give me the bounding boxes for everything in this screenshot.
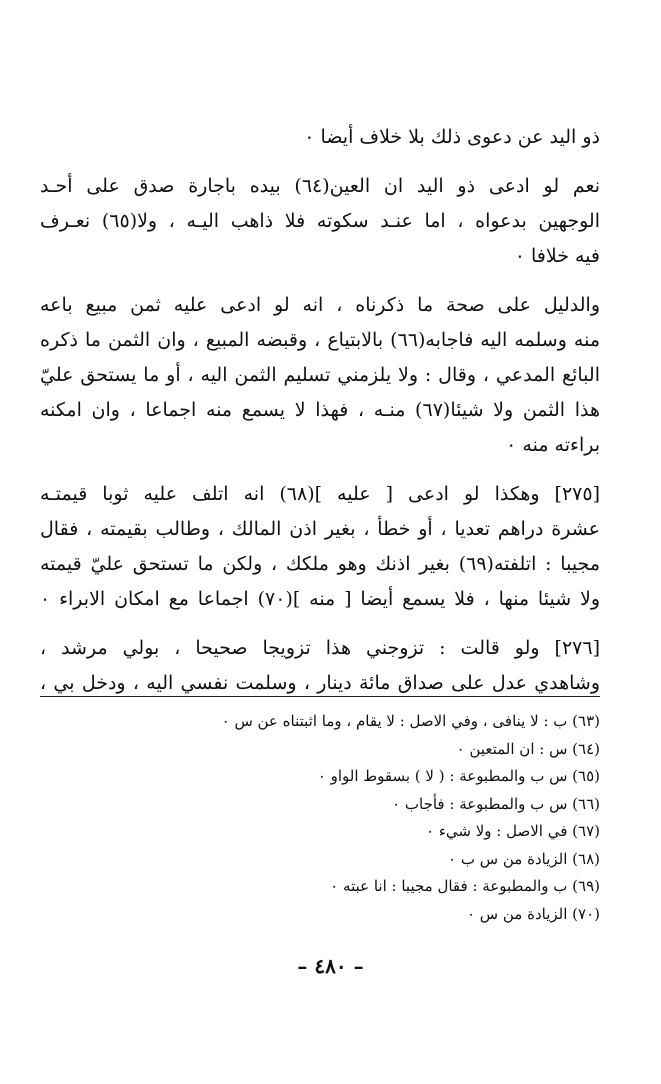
text-line: [٢٧٦] ولو قالت : تزوجني هذا تزويجا صحيحا ، بولي مرشد ،: [40, 637, 600, 659]
page-number: – ٤٨٠ –: [297, 954, 364, 978]
footnote: (٧٠) الزيادة من س ٠: [466, 904, 600, 923]
paragraph-5: [40, 631, 600, 701]
text-line: ولا شيئا منها ، فلا يسمع أيضا [ منه ](٧٠) اجماعا مع امكان الابراء ٠: [40, 588, 600, 610]
main-text: [40, 120, 600, 715]
text-line: مجيبا : اتلفته(٦٩) بغير اذنك وهو ملكك ، ولكن ما تستحق عليّ قيمته: [40, 553, 600, 575]
footnote: (٦٩) ب والمطبوعة : فقال مجيبا : انا عبته ٠: [330, 877, 600, 895]
text-line: البائع المدعي ، وقال : ولا يلزمني تسليم الثمن اليه ، أو ما يستحق عليّ: [40, 364, 600, 386]
paragraph-3: [40, 288, 600, 463]
footnote: (٦٧) في الاصل : ولا شيء ٠: [426, 822, 600, 840]
text-line: نعم لو ادعى ذو اليد ان العين(٦٤) بيده باجارة صدق على أحـد: [40, 175, 600, 197]
paragraph-1: [40, 120, 600, 155]
text-line: وشاهدي عدل على صداق مائة دينار ، وسلمت نفسي اليه ، ودخل بي ،: [40, 672, 600, 694]
text-line: براءته منه ٠: [506, 434, 600, 456]
footnote-divider: [40, 696, 600, 697]
footnotes: [40, 708, 600, 928]
paragraph-4: [40, 477, 600, 617]
text-line: منه وسلمه اليه فاجابه(٦٦) بالابتياع ، وقبضه المبيع ، وان الثمن ما ذكره: [40, 329, 600, 351]
text-line: [٢٧٥] وهكذا لو ادعى [ عليه ](٦٨) انه اتلف عليه ثوبا قيمتـه: [40, 483, 600, 505]
footnote: (٦٦) س ب والمطبوعة : فأجاب ٠: [392, 794, 600, 813]
text-line: عشرة دراهم تعديا ، أو خطأ ، بغير اذن المالك ، وطالب بقيمته ، فقال: [40, 518, 600, 540]
paragraph-2: [40, 169, 600, 274]
footnote: (٦٣) ب : لا ينافى ، وفي الاصل : لا يقام ، وما اثبتناه عن س ٠: [221, 712, 600, 730]
text-line: والدليل على صحة ما ذكرناه ، انه لو ادعى عليه ثمن مبيع باعه: [40, 294, 600, 316]
text-line: ذو اليد عن دعوى ذلك بلا خلاف أيضا ٠: [304, 126, 600, 148]
footnote: (٦٥) س ب والمطبوعة : ( لا ) بسقوط الواو ٠: [317, 767, 600, 785]
footnote: (٦٨) الزيادة من س ب ٠: [448, 849, 600, 868]
text-line: فيه خلافا ٠: [514, 245, 600, 267]
text-line: الوجهين بدعواه ، اما عنـد سكوته فلا ذاهب اليـه ، ولا(٦٥) نعـرف: [40, 210, 600, 232]
text-line: هذا الثمن ولا شيئا(٦٧) منـه ، فهذا لا يسمع منه اجماعا ، وان امكنه: [40, 399, 600, 421]
footnote: (٦٤) س : ان المتعين ٠: [456, 739, 600, 758]
